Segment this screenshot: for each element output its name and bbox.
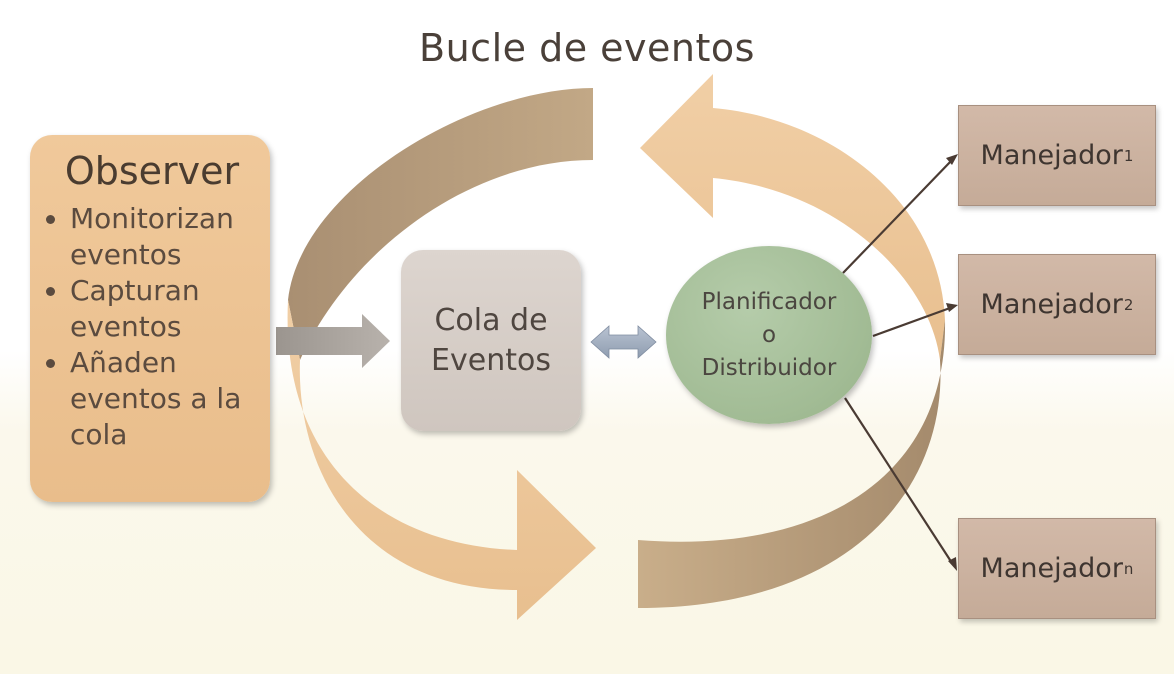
handler-label: Manejador	[980, 289, 1123, 320]
observer-box	[30, 135, 270, 502]
handler-box-n	[958, 518, 1156, 619]
handler-label: Manejador	[980, 140, 1123, 171]
handler-box-2	[958, 254, 1156, 355]
observer-heading: Observer	[64, 149, 240, 193]
queue-label-line1: Cola de	[434, 302, 548, 338]
observer-bullet: • Capturan eventos	[70, 273, 260, 345]
scheduler-label-line1: Planificador	[701, 288, 837, 315]
observer-bullet-list	[44, 201, 260, 453]
arrowhead-handler-2	[946, 303, 958, 312]
scheduler-ellipse	[666, 246, 872, 424]
observer-bullet: • Añaden eventos a la cola	[70, 345, 260, 453]
observer-bullet: • Monitorizan eventos	[70, 201, 260, 273]
handler-label: Manejador	[980, 553, 1123, 584]
handler-subscript: 2	[1123, 295, 1134, 314]
handler-subscript: n	[1123, 559, 1134, 578]
arrow-queue-scheduler	[591, 326, 656, 358]
handler-box-1	[958, 105, 1156, 206]
event-queue-box	[401, 250, 581, 431]
scheduler-label-line2: o	[761, 321, 777, 348]
queue-label-line2: Eventos	[431, 342, 551, 378]
diagram-title: Bucle de eventos	[419, 26, 755, 70]
scheduler-label-line3: Distribuidor	[701, 354, 837, 381]
handler-subscript: 1	[1123, 146, 1134, 165]
